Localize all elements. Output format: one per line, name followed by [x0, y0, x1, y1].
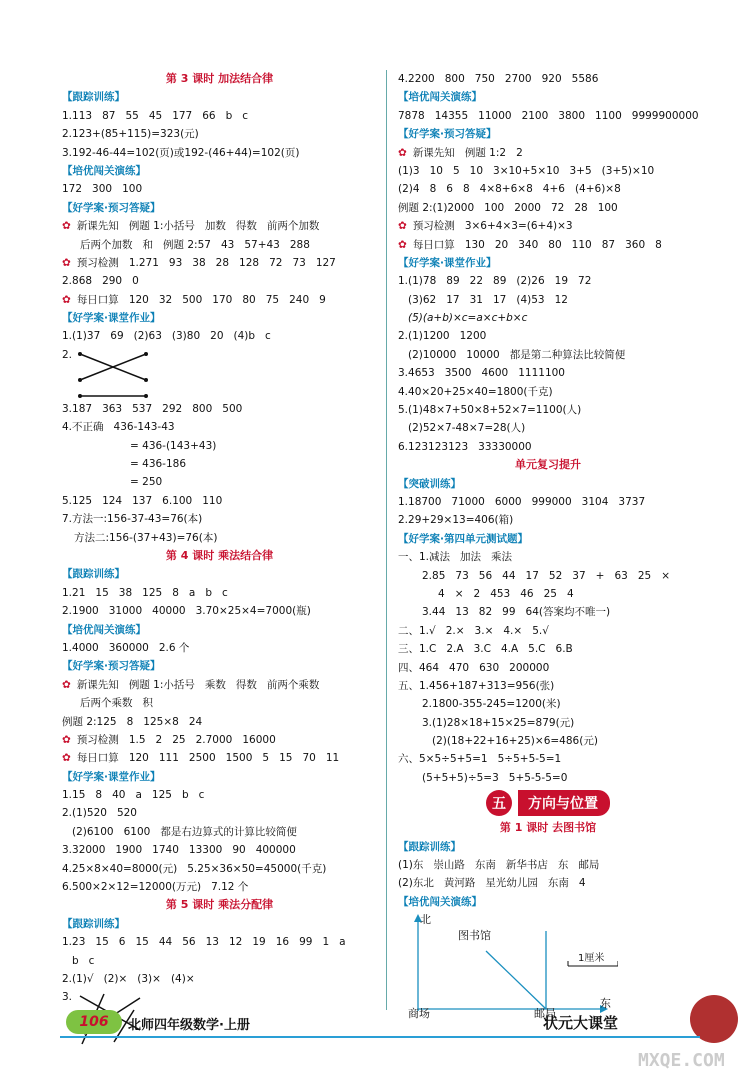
answer-label: 2. [62, 348, 73, 361]
answer-line: 1.113 87 55 45 177 66 b c [62, 109, 249, 122]
answer-line: 二、1.√ 2.× 3.× 4.× 5.√ [398, 624, 549, 637]
direction-map [398, 911, 698, 1021]
answer-line: 4 × 2 453 46 25 4 [438, 587, 574, 600]
answer-line: 1.4000 360000 2.6 个 [62, 641, 190, 654]
section-advanced: 【培优闯关演练】 [398, 91, 482, 104]
answer-line: 2.85 73 56 44 17 52 37 + 63 25 × [422, 569, 670, 582]
answer-line: 3.187 363 537 292 800 500 [62, 402, 243, 415]
unit-number: 五 [486, 790, 512, 816]
answer-line: 2.29+29×13=406(箱) [398, 514, 514, 527]
answer-line: 7878 14355 11000 2100 3800 1100 9999900000 [398, 109, 699, 122]
answer-text: 新课先知 例题 1:小括号 乘数 得数 前两个乘数 [76, 678, 320, 691]
answer-line: 2.(1)√ (2)× (3)× (4)× [62, 972, 195, 985]
map-svg [398, 911, 618, 1021]
answer-line: 后两个加数 和 例题 2:57 43 57+43 288 [80, 238, 310, 251]
unit-banner [398, 787, 698, 819]
answer-line: 2.(1)520 520 [62, 807, 137, 820]
answer-text: 预习检测 1.5 2 25 2.7000 16000 [76, 733, 276, 746]
answer-line: (5)(a+b)×c=a×c+b×c [408, 312, 528, 325]
answer-line: 4.40×20+25×40=1800(千克) [398, 385, 553, 398]
section-unit-test: 【好学案·第四单元测试题】 [398, 532, 528, 545]
map-east-label: 东 [600, 997, 611, 1011]
map-scale-label: 1厘米 [578, 953, 605, 965]
answer-line [62, 731, 377, 749]
answer-line [62, 749, 377, 767]
answer-line: 1.23 15 6 15 44 56 13 12 19 16 99 1 a [62, 936, 346, 949]
unit-name: 方向与位置 [518, 790, 610, 816]
answer-line: 2.123+(85+115)=323(元) [62, 128, 199, 141]
answer-line: 1.(1)78 89 22 89 (2)26 19 72 [398, 275, 592, 288]
line-matching-figure [62, 346, 377, 400]
answer-line: (5+5+5)÷5=3 5+5-5-5=0 [422, 771, 568, 784]
answer-line: 三、1.C 2.A 3.C 4.A 5.C 6.B [398, 643, 573, 656]
brand-name: 状元大课堂 [543, 1014, 619, 1032]
flower-icon: ✿ [398, 146, 407, 159]
left-column [62, 70, 377, 1048]
answer-line: 1.15 8 40 a 125 b c [62, 789, 205, 802]
answer-line [62, 217, 377, 235]
map-post-label: 邮局 [534, 1007, 556, 1021]
answer-label: 3. [62, 991, 73, 1004]
answer-line: 5.(1)48×7+50×8+52×7=1100(人) [398, 404, 582, 417]
unit-review-title: 单元复习提升 [515, 458, 581, 472]
section-advanced: 【培优闯关演练】 [62, 164, 146, 177]
answer-line: = 250 [130, 476, 163, 489]
answer-line: 2.868 290 0 [62, 275, 139, 288]
flower-icon: ✿ [398, 220, 407, 233]
flower-icon: ✿ [62, 293, 71, 306]
answer-line: 四、464 470 630 200000 [398, 661, 550, 674]
flower-icon: ✿ [62, 752, 71, 765]
lesson-5-title: 第 5 课时 乘法分配律 [165, 898, 274, 912]
answer-line: 2.1800-355-245=1200(米) [422, 698, 561, 711]
answer-line: (2)52×7-48×7=28(人) [408, 422, 526, 435]
answer-text: 预习检测 1.271 93 38 28 128 72 73 127 [76, 256, 336, 269]
section-tracking: 【跟踪训练】 [62, 91, 125, 104]
answer-line [62, 676, 377, 694]
answer-line: (2)6100 6100 都是右边算式的计算比较简便 [72, 825, 297, 838]
section-classwork: 【好学案·课堂作业】 [62, 770, 161, 783]
lesson-1-title: 第 1 课时 去图书馆 [499, 821, 597, 835]
answer-line: 3.4653 3500 4600 1111100 [398, 367, 565, 380]
answer-line: 1.(1)37 69 (2)63 (3)80 20 (4)b c [62, 330, 271, 343]
answer-line: 例题 2:125 8 125×8 24 [62, 715, 203, 728]
answer-text: 预习检测 3×6+4×3=(6+4)×3 [412, 220, 573, 233]
answer-line: b c [72, 954, 95, 967]
answer-text: 新课先知 例题 1:2 2 [412, 146, 523, 159]
answer-line: 4.不正确 436-143-43 [62, 421, 175, 434]
answer-text: 每日口算 120 111 2500 1500 5 15 70 11 [76, 752, 340, 765]
answer-line: = 436-186 [130, 458, 187, 471]
section-advanced: 【培优闯关演练】 [62, 623, 146, 636]
answer-line [398, 236, 698, 254]
answer-line: (1)东 崇山路 东南 新华书店 东 邮局 [398, 859, 600, 872]
answer-line: 4.2200 800 750 2700 920 5586 [398, 73, 599, 85]
flower-icon: ✿ [62, 256, 71, 269]
answer-line: 2.1900 31000 40000 3.70×25×4=7000(瓶) [62, 605, 311, 618]
answer-line: (2)4 8 6 8 4×8+6×8 4+6 (4+6)×8 [398, 183, 621, 196]
answer-line: 3.32000 1900 1740 13300 90 400000 [62, 844, 296, 857]
answer-line: 方法二:156-(37+43)=76(本) [74, 531, 218, 544]
section-preview: 【好学案·预习答疑】 [398, 128, 497, 141]
answer-line: 6.500×2×12=12000(万元) 7.12 个 [62, 881, 249, 894]
answer-line [398, 217, 698, 235]
answer-line: 3.44 13 82 99 64(答案均不唯一) [422, 606, 611, 619]
section-tracking: 【跟踪训练】 [62, 568, 125, 581]
section-tracking: 【跟踪训练】 [398, 840, 461, 853]
flower-icon: ✿ [62, 220, 71, 233]
answer-line: 五、1.456+187+313=956(张) [398, 679, 555, 692]
answer-line: 后两个乘数 积 [80, 697, 154, 710]
section-tracking: 【跟踪训练】 [62, 917, 125, 930]
answer-line: 2.(1)1200 1200 [398, 330, 487, 343]
lesson-3-title: 第 3 课时 加法结合律 [165, 72, 274, 85]
lesson-4-title: 第 4 课时 乘法结合律 [165, 548, 274, 562]
flower-icon: ✿ [62, 678, 71, 691]
column-divider [386, 70, 387, 1010]
answer-line: 一、1.减法 加法 乘法 [398, 551, 513, 564]
answer-line: 7.方法一:156-37-43=76(本) [62, 513, 203, 526]
answer-line [62, 291, 377, 309]
section-classwork: 【好学案·课堂作业】 [62, 312, 161, 325]
answer-line: 3.192-46-44=102(页)或192-(46+44)=102(页) [62, 146, 300, 159]
answer-text: 新课先知 例题 1:小括号 加数 得数 前两个加数 [76, 220, 320, 233]
map-library-label: 图书馆 [458, 929, 491, 943]
map-north-label: 北 [420, 913, 431, 927]
map-mall-label: 商场 [408, 1007, 430, 1021]
answer-line: 1.21 15 38 125 8 a b c [62, 586, 228, 599]
section-breakthrough: 【突破训练】 [398, 477, 461, 490]
flower-icon: ✿ [398, 238, 407, 251]
watermark: MXQE.COM [638, 1050, 725, 1071]
answer-line: 4.25×8×40=8000(元) 5.25×36×50=45000(千克) [62, 862, 327, 875]
section-advanced: 【培优闯关演练】 [398, 895, 482, 908]
answer-line: 6.123123123 33330000 [398, 440, 532, 453]
answer-line: (2)东北 黄河路 星光幼儿园 东南 4 [398, 877, 586, 890]
footer-rule [60, 1036, 700, 1038]
answer-text: 每日口算 120 32 500 170 80 75 240 9 [76, 293, 326, 306]
section-classwork: 【好学案·课堂作业】 [398, 256, 497, 269]
answer-line: 六、5×5÷5+5=1 5÷5+5-5=1 [398, 753, 562, 766]
answer-line: 例题 2:(1)2000 100 2000 72 28 100 [398, 201, 618, 214]
answer-line: 172 300 100 [62, 183, 143, 196]
matching-lines-svg [76, 346, 156, 400]
answer-line: 3.(1)28×18+15×25=879(元) [422, 716, 575, 729]
flower-icon: ✿ [62, 733, 71, 746]
answer-line: 5.125 124 137 6.100 110 [62, 494, 223, 507]
answer-line: (1)3 10 5 10 3×10+5×10 3+5 (3+5)×10 [398, 164, 655, 177]
answer-line [62, 254, 377, 272]
page-number: 106 [66, 1010, 122, 1034]
section-preview: 【好学案·预习答疑】 [62, 201, 161, 214]
right-column [398, 70, 698, 1021]
section-preview: 【好学案·预习答疑】 [62, 660, 161, 673]
answer-line: (2)10000 10000 都是第二种算法比较简便 [408, 348, 626, 361]
answer-line [398, 144, 698, 162]
answer-line: (2)(18+22+16+25)×6=486(元) [432, 735, 598, 748]
book-title: 北师四年级数学·上册 [128, 1018, 250, 1033]
answer-line: (3)62 17 31 17 (4)53 12 [408, 293, 568, 306]
answer-line: = 436-(143+43) [130, 439, 217, 452]
answer-text: 每日口算 130 20 340 80 110 87 360 8 [412, 238, 662, 251]
answer-line: 1.18700 71000 6000 999000 3104 3737 [398, 495, 646, 508]
